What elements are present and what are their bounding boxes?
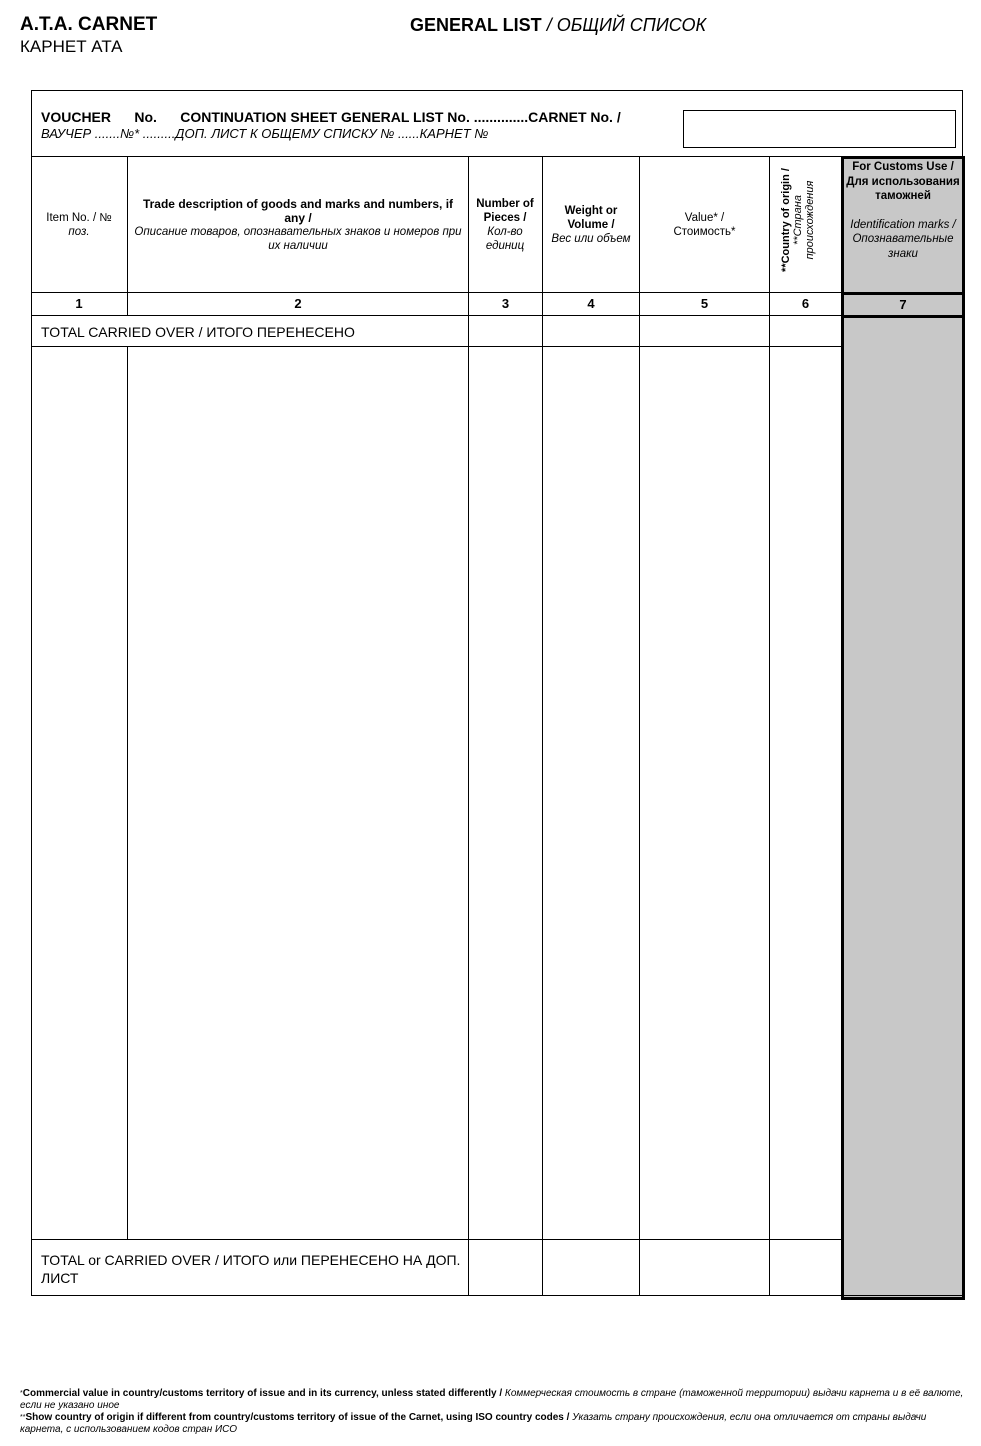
header-item-no-ru: поз. — [68, 225, 90, 238]
divider — [31, 346, 841, 347]
total-carried-over-label: TOTAL CARRIED OVER / ИТОГО ПЕРЕНЕСЕНО — [41, 324, 355, 340]
column-number: 7 — [899, 297, 907, 312]
header-customs-ru: Identification marks / Опознавательные знаки — [850, 218, 956, 260]
column-divider — [639, 156, 640, 1296]
general-list-ru: / ОБЩИЙ СПИСОК — [541, 15, 707, 35]
column-divider — [127, 346, 128, 1239]
column-divider — [468, 156, 469, 1296]
footnote-value-en: Commercial value in country/customs territory of issue and in its currency, unless stated differently / — [22, 1388, 505, 1399]
header-country — [780, 155, 816, 285]
header-item-no-en: Item No. / № — [46, 211, 112, 224]
footnote-mark: ** — [20, 1414, 26, 1421]
footnote-mark: * — [20, 1390, 23, 1397]
column-number: 3 — [501, 296, 510, 311]
header-value — [643, 157, 766, 292]
column-divider — [127, 156, 128, 316]
voucher-line-ru: ВАУЧЕР .......№* .........ДОП. ЛИСТ К ОБЩЕМУ СПИСКУ № ......КАРНЕТ № — [41, 126, 489, 141]
column-number: 2 — [294, 296, 302, 311]
header-weight-ru: Вес или объем — [551, 232, 631, 245]
footnote-value — [20, 1388, 965, 1411]
header-customs — [845, 160, 961, 261]
footnote-country — [20, 1412, 965, 1435]
header-pieces — [472, 157, 538, 292]
header-customs-en: For Customs Use / Для использования таможней — [846, 161, 960, 202]
carnet-number-field[interactable] — [683, 110, 956, 148]
total-or-carried-over-label: TOTAL or CARRIED OVER / ИТОГО или ПЕРЕНЕСЕНО НА ДОП. ЛИСТ — [41, 1252, 461, 1286]
footnote-value-ru: Коммерческая стоимость в стране (таможенной территории) выдачи карнета и в её валюте, если не указано иное — [20, 1388, 964, 1411]
footnote-country-en: Show country of origin if different from country/customs territory of issue of the Carnet, using ISO country codes / — [25, 1412, 573, 1423]
divider — [31, 315, 841, 316]
voucher-line-en: VOUCHER No. CONTINUATION SHEET GENERAL LIST No. ..............CARNET No. / — [41, 109, 621, 125]
header-weight-en: Weight or Volume / — [564, 204, 618, 231]
column-number: 4 — [587, 296, 595, 311]
divider — [31, 1239, 841, 1240]
carnet-title-ru: КАРНЕТ АТА — [20, 37, 123, 56]
column-number: 6 — [801, 296, 810, 311]
header-weight — [546, 157, 636, 292]
header-pieces-en: Number of Pieces / — [476, 197, 534, 224]
header-description — [133, 157, 463, 292]
header-description-ru: Описание товаров, опознавательных знаков и номеров при их наличии — [134, 225, 462, 252]
carnet-title: A.T.A. CARNET — [20, 14, 158, 35]
header-country-ru: **Страна происхождения — [792, 180, 816, 260]
header-description-en: Trade description of goods and marks and numbers, if any / — [142, 196, 454, 225]
column-divider — [769, 156, 770, 1296]
general-list-title — [410, 15, 706, 36]
footnote-country-ru: Указать страну происхождения, если она отличается от страны выдачи карнета, с использованием кодов стран ИСО — [20, 1412, 927, 1435]
header-country-en: **Country of origin / — [780, 168, 792, 272]
header-value-en: Value* / — [684, 211, 725, 224]
header-value-ru: Стоимость* — [673, 225, 736, 238]
header-item-no — [31, 157, 127, 292]
column-divider — [542, 156, 543, 1296]
header-pieces-ru: Кол-во единиц — [485, 225, 525, 252]
column-number: 1 — [75, 296, 83, 311]
general-list-en: GENERAL LIST — [410, 15, 542, 35]
column-number: 5 — [700, 296, 709, 311]
